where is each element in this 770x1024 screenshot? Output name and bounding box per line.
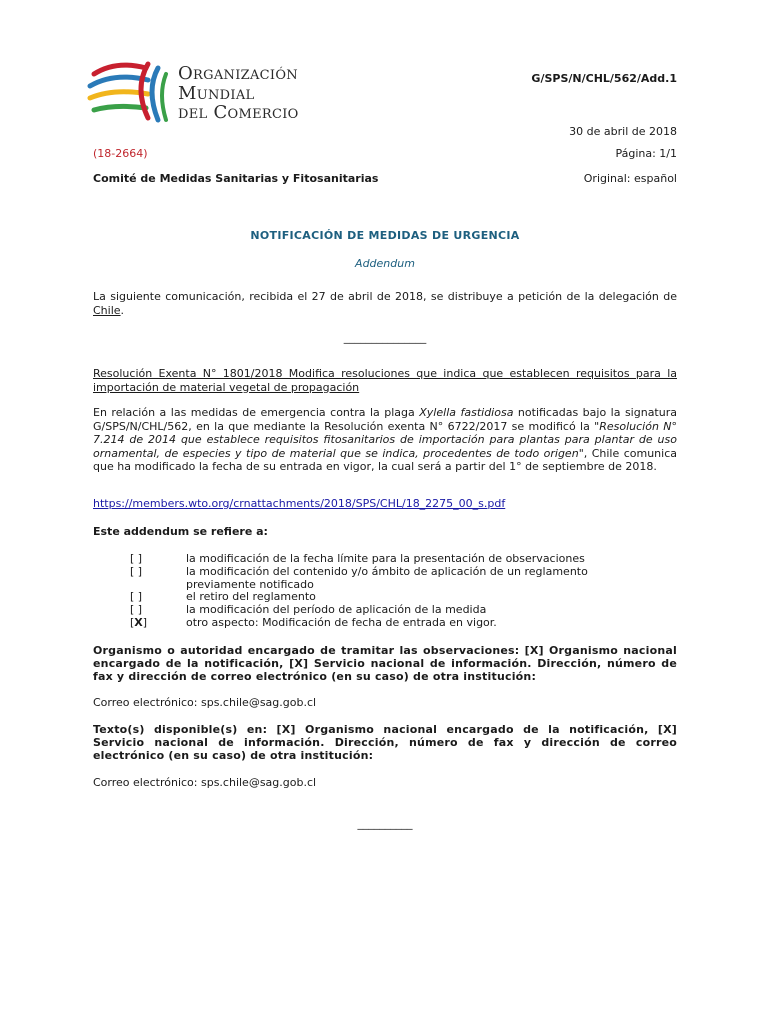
committee-name: Comité de Medidas Sanitarias y Fitosanitarias bbox=[93, 172, 379, 185]
end-separator: __________ bbox=[357, 817, 413, 830]
email-contact-2: Correo electrónico: sps.chile@sag.gob.cl bbox=[93, 776, 317, 789]
checklist-label: la modificación del período de aplicación de la medida bbox=[186, 603, 487, 617]
member-name: Chile bbox=[93, 303, 121, 317]
wto-logo bbox=[86, 58, 336, 130]
checklist-item bbox=[130, 553, 626, 566]
addendum-refers-heading: Este addendum se refiere a: bbox=[93, 525, 268, 538]
checkbox-marker: [ ] bbox=[130, 552, 143, 565]
resolution-title: Resolución Exenta N° 1801/2018 Modifica resoluciones que indica que establecen requisitos para la importación de material vegetal de propagación bbox=[93, 367, 677, 394]
checklist-item bbox=[130, 566, 626, 592]
intro-end: . bbox=[120, 303, 125, 317]
species-name: Xylella fastidiosa bbox=[419, 406, 514, 419]
checklist-label: la modificación de la fecha límite para la presentación de observaciones bbox=[186, 552, 585, 565]
body-text-3: ", Chile comunica que ha modificado la fecha de su entrada en vigor, la cual será a partir del 1° de septiembre de 2018. bbox=[93, 446, 677, 473]
separator-line: _______________ bbox=[343, 331, 427, 344]
email-contact-1: Correo electrónico: sps.chile@sag.gob.cl bbox=[93, 696, 317, 709]
document-symbol: G/SPS/N/CHL/562/Add.1 bbox=[531, 72, 677, 85]
checkbox-marker: [ ] bbox=[130, 603, 143, 617]
body-paragraph bbox=[93, 406, 677, 474]
intro-paragraph bbox=[93, 290, 677, 317]
addendum-subtitle: Addendum bbox=[355, 257, 415, 270]
org-name-line1: Organización bbox=[178, 63, 298, 84]
addendum-checklist bbox=[130, 553, 626, 630]
checklist-label: el retiro del reglamento bbox=[186, 590, 316, 604]
checkbox-marker: [ ] bbox=[130, 590, 143, 604]
org-name-line3: del Comercio bbox=[178, 102, 299, 123]
quoted-resolution: Resolución N° 7.214 de 2014 que establece requisitos fitosanitarios de importación para plantas para plantar de uso ornamental, de especies y tipo de material que se indica, procedentes de todo origen bbox=[93, 419, 677, 460]
page-indicator: Página: 1/1 bbox=[615, 147, 677, 160]
body-text-1: En relación a las medidas de emergencia contra la plaga bbox=[93, 406, 420, 419]
checklist-item bbox=[130, 617, 626, 630]
comments-body-paragraph: Organismo o autoridad encargado de tramitar las observaciones: [X] Organismo nacional encargado de la notificación, [X] Servicio nacional de información. Dirección, número de fax y dirección de correo electrónico (en su caso) de otra institución: bbox=[93, 644, 677, 683]
checkbox-marker: [X] bbox=[130, 615, 148, 629]
notification-title: NOTIFICACIÓN DE MEDIDAS DE URGENCIA bbox=[250, 229, 520, 242]
body-text-2: notificadas bajo la signatura G/SPS/N/CHL/562, en la que mediante la Resolución exenta N° 6722/2017 se modificó la " bbox=[93, 406, 677, 433]
wto-emblem-icon bbox=[86, 58, 176, 130]
org-name-line2: Mundial bbox=[178, 82, 255, 104]
link-text[interactable]: https://members.wto.org/crnattachments/2018/SPS/CHL/18_2275_00_s.pdf bbox=[93, 497, 506, 510]
organization-name bbox=[178, 64, 299, 123]
document-number: (18-2664) bbox=[93, 147, 148, 160]
texts-available-paragraph: Texto(s) disponible(s) en: [X] Organismo nacional encargado de la notificación, [X] Servicio nacional de información. Dirección, número de fax y dirección de correo electrónico (en su caso) de otra institución: bbox=[93, 723, 677, 762]
document-link[interactable] bbox=[93, 497, 505, 510]
checklist-label: otro aspecto: Modificación de fecha de entrada en vigor. bbox=[186, 615, 497, 629]
intro-text: La siguiente comunicación, recibida el 27 de abril de 2018, se distribuye a petición de la delegación de bbox=[93, 290, 677, 303]
document-date: 30 de abril de 2018 bbox=[569, 125, 677, 138]
checkbox-marker: [ ] bbox=[130, 564, 143, 578]
checklist-label: la modificación del contenido y/o ámbito de aplicación de un reglamento previamente notificado bbox=[186, 564, 588, 591]
original-language: Original: español bbox=[583, 172, 677, 185]
